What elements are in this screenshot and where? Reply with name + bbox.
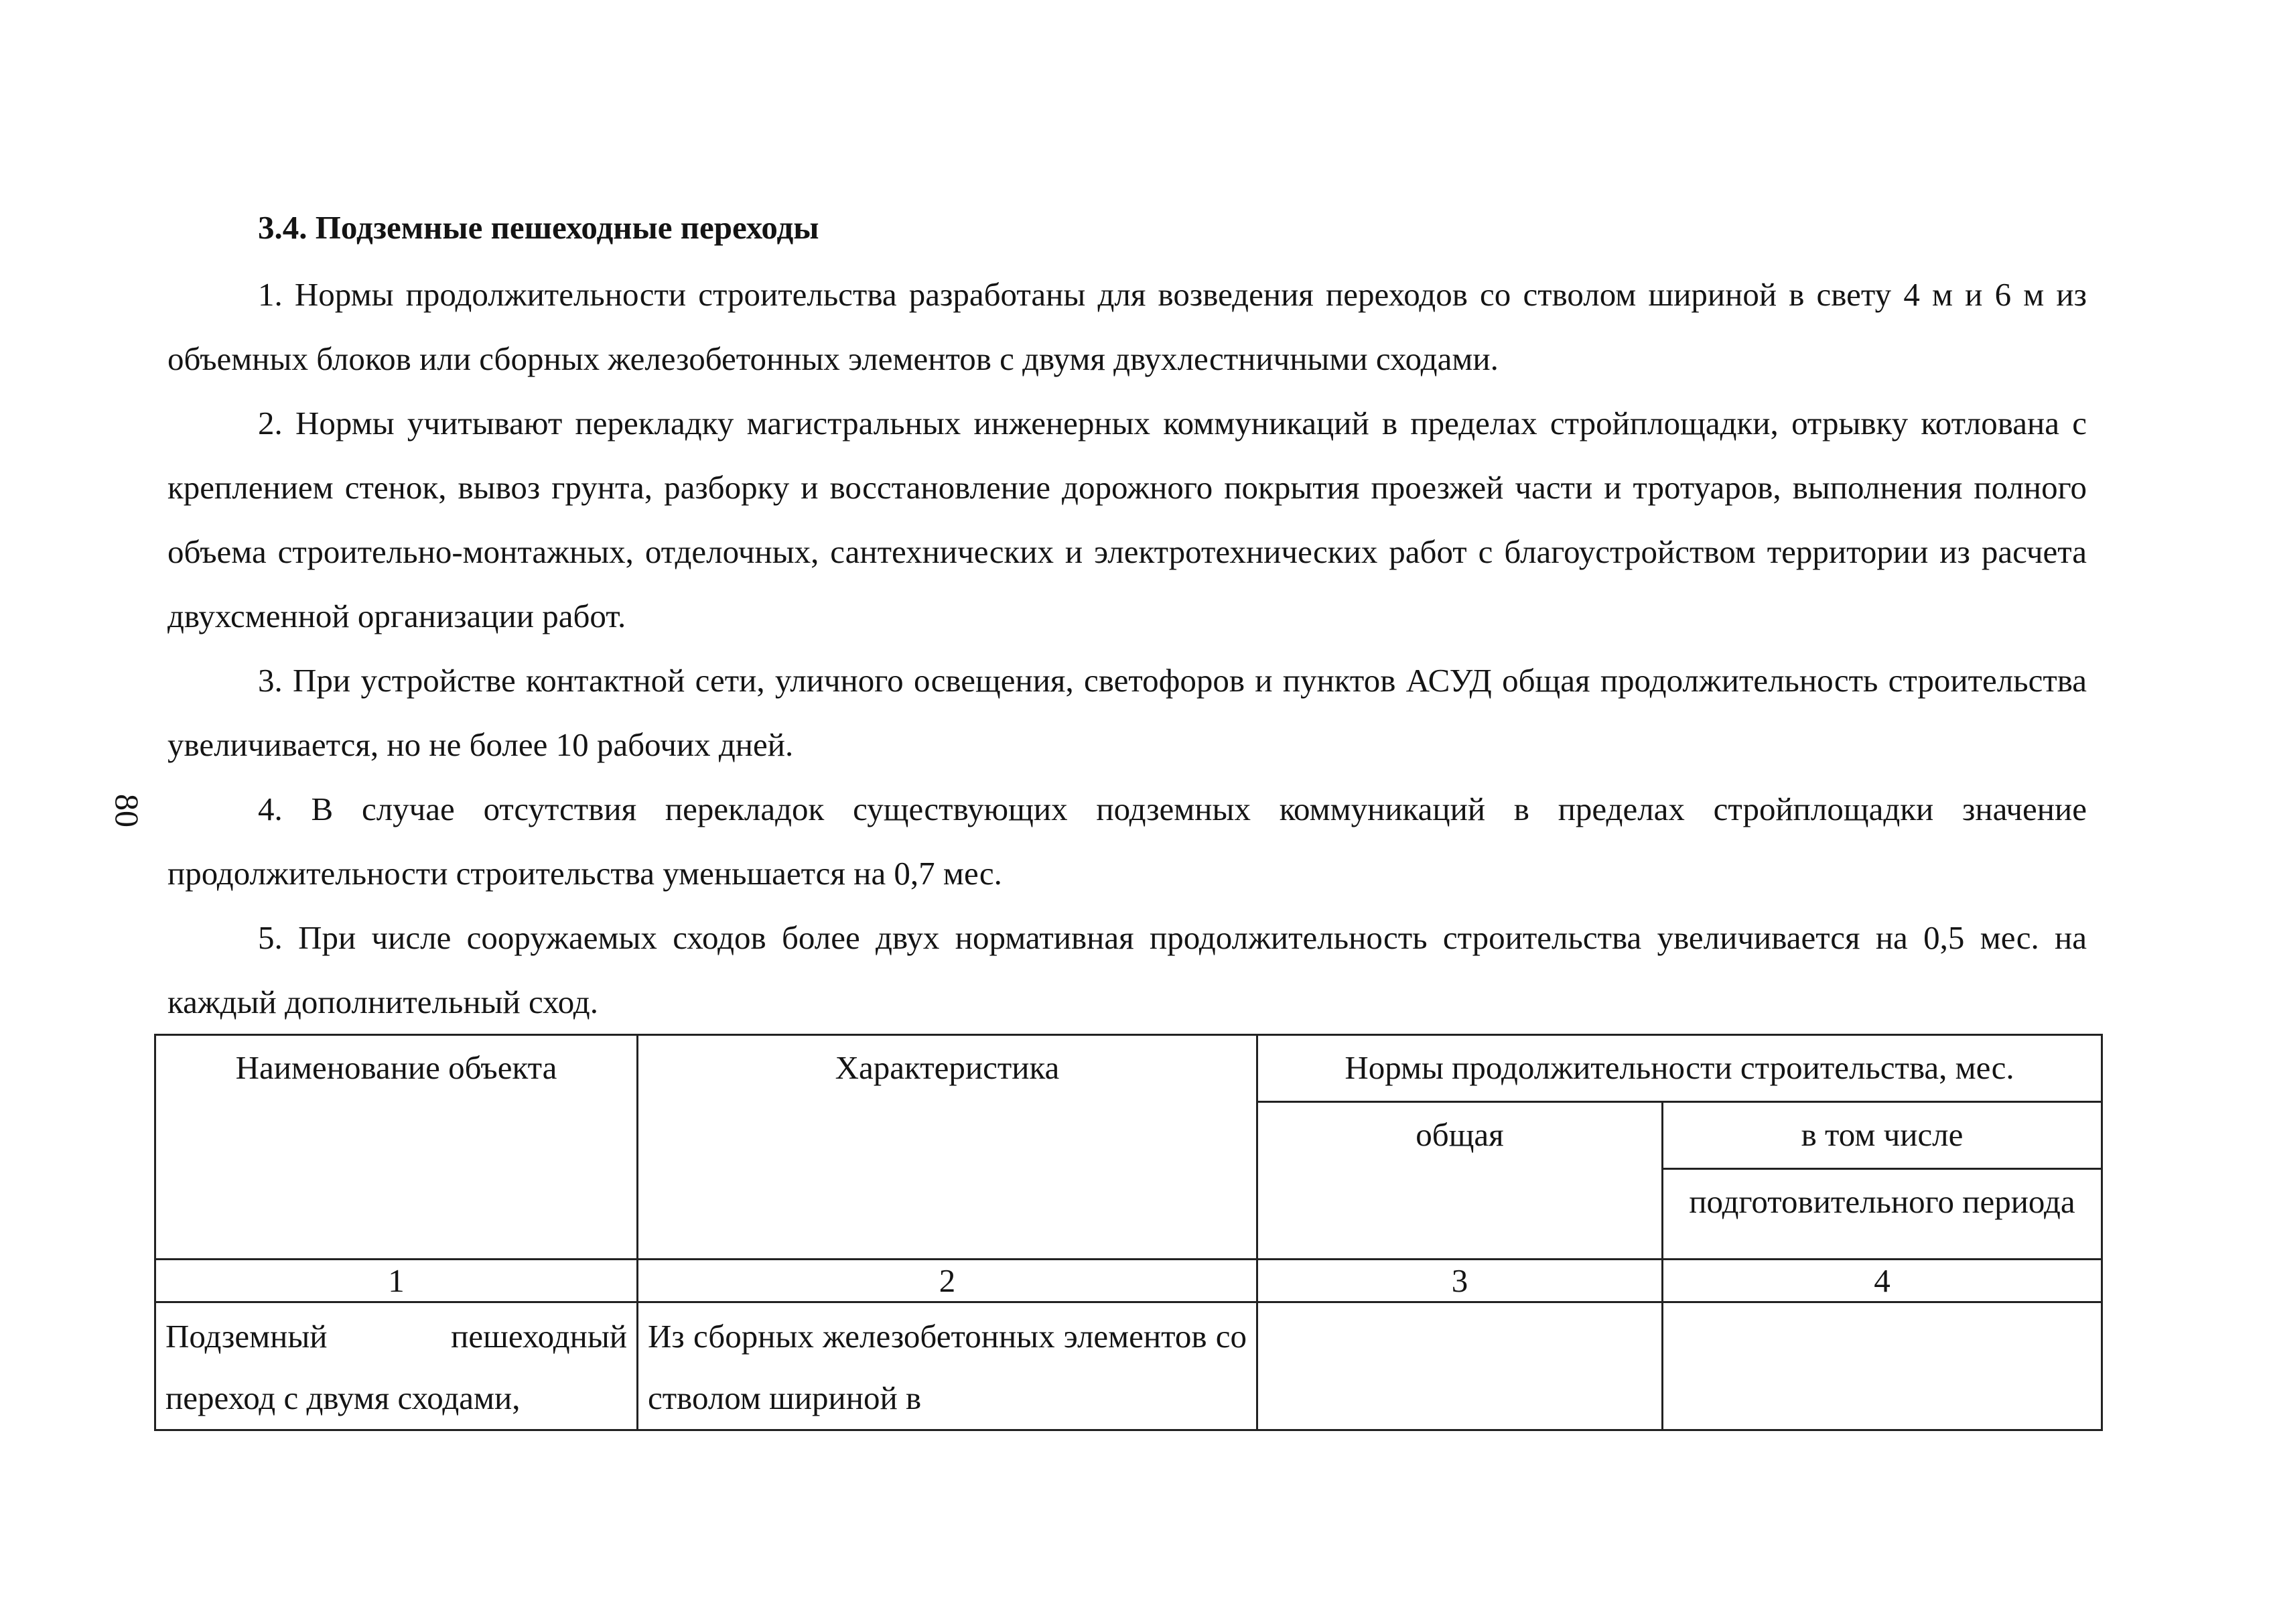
header-preparatory: подготовительного периода [1663, 1169, 2102, 1260]
header-including: в том числе [1663, 1102, 2102, 1169]
row-total [1257, 1302, 1663, 1430]
column-number-1: 1 [155, 1260, 638, 1302]
paragraph-1: 1. Нормы продолжительности строительства разработаны для возведения переходов со стволом шириной в свету 4 м и 6 м из объемных блоков или сборных железобетонных элементов с двумя двухлестничными сходами. [167, 276, 2087, 377]
column-number-2: 2 [638, 1260, 1257, 1302]
table-row [155, 1302, 2102, 1430]
page-number: 80 [109, 794, 146, 827]
column-number-4: 4 [1663, 1260, 2102, 1302]
norms-table [154, 1034, 2103, 1431]
paragraph-4: 4. В случае отсутствия перекладок существующих подземных коммуникаций в пределах стройплощадки значение продолжительности строительства уменьшается на 0,7 мес. [167, 791, 2087, 892]
header-characteristic: Характеристика [638, 1035, 1257, 1260]
paragraph-3: 3. При устройстве контактной сети, уличного освещения, светофоров и пунктов АСУД общая продолжительность строительства увеличивается, но не более 10 рабочих дней. [167, 662, 2087, 763]
row-preparatory [1663, 1302, 2102, 1430]
row-object-name: Подземный пешеходный переход с двумя сходами, [155, 1302, 638, 1430]
row-characteristic: Из сборных железобетонных элементов со стволом шириной в [638, 1302, 1257, 1430]
body-text [167, 263, 2087, 1034]
header-norms: Нормы продолжительности строительства, мес. [1257, 1035, 2102, 1102]
header-object-name: Наименование объекта [155, 1035, 638, 1260]
paragraph-5: 5. При числе сооружаемых сходов более двух нормативная продолжительность строительства увеличивается на 0,5 мес. на каждый дополнительный сход. [167, 919, 2087, 1020]
section-title: 3.4. Подземные пешеходные переходы [258, 209, 819, 246]
header-total: общая [1257, 1102, 1663, 1260]
column-number-3: 3 [1257, 1260, 1663, 1302]
paragraph-2: 2. Нормы учитывают перекладку магистральных инженерных коммуникаций в пределах стройплощадки, отрывку котлована с креплением стенок, вывоз грунта, разборку и восстановление дорожного покрытия проезжей части и тротуаров, выполнения полного объема строительно-монтажных, отделочных, сантехнических и электротехнических работ с благоустройством территории из расчета двухсменной организации работ. [167, 405, 2087, 634]
